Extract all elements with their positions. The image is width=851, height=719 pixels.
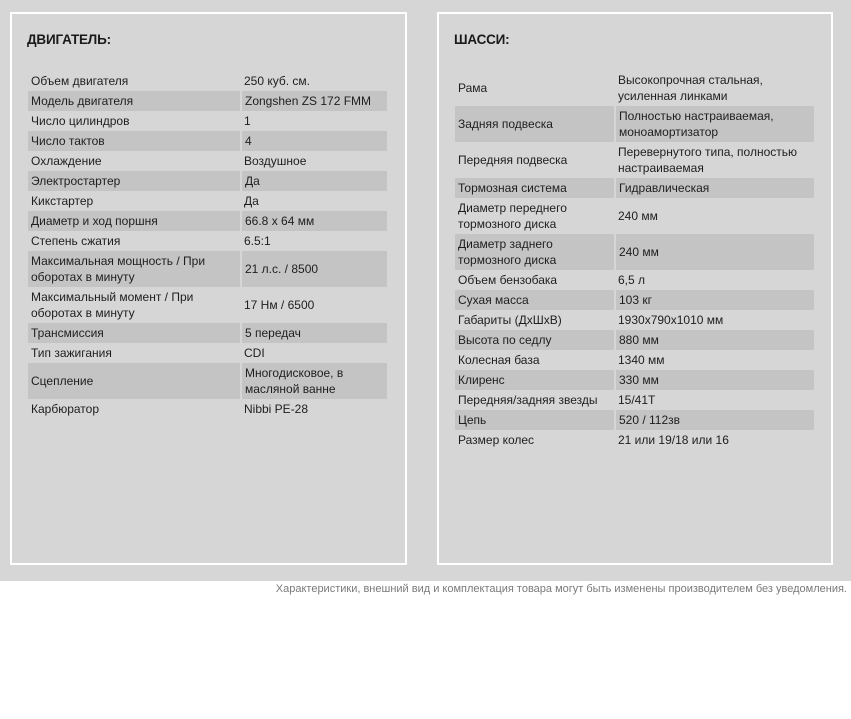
spec-row bbox=[28, 399, 387, 419]
spec-label: Диаметр заднего тормозного диска bbox=[455, 234, 615, 270]
spec-label: Диаметр и ход поршня bbox=[28, 211, 241, 231]
chassis-specs-body bbox=[455, 70, 814, 450]
spec-row bbox=[28, 91, 387, 111]
spec-value: 17 Нм / 6500 bbox=[244, 298, 315, 312]
spec-label: Максимальная мощность / При оборотах в минуту bbox=[28, 251, 241, 287]
spec-row bbox=[28, 131, 387, 151]
spec-row bbox=[28, 171, 387, 191]
chassis-section-title: ШАССИ: bbox=[454, 32, 510, 47]
engine-section-title: ДВИГАТЕЛЬ: bbox=[27, 32, 111, 47]
spec-label: Кикстартер bbox=[31, 194, 94, 208]
spec-row bbox=[455, 350, 814, 370]
spec-value: 240 мм bbox=[615, 234, 814, 270]
spec-row bbox=[28, 287, 387, 323]
spec-label: Размер колес bbox=[458, 433, 535, 447]
spec-value: 21 или 19/18 или 16 bbox=[618, 433, 729, 447]
spec-value: 21 л.с. / 8500 bbox=[241, 251, 387, 287]
spec-row bbox=[455, 290, 814, 310]
spec-row bbox=[28, 211, 387, 231]
spec-label: Цепь bbox=[455, 410, 615, 430]
spec-row bbox=[455, 370, 814, 390]
spec-row bbox=[28, 71, 387, 91]
spec-label: Сцепление bbox=[28, 363, 241, 399]
spec-value: 240 мм bbox=[618, 209, 658, 223]
spec-label: Передняя подвеска bbox=[458, 153, 568, 167]
spec-row bbox=[455, 330, 814, 350]
spec-label: Максимальный момент / При оборотах в минуту bbox=[31, 290, 194, 320]
spec-label: Передняя/задняя звезды bbox=[458, 393, 598, 407]
spec-row bbox=[28, 323, 387, 343]
chassis-specs-table bbox=[455, 70, 814, 450]
spec-value: Да bbox=[244, 194, 259, 208]
spec-value: 103 кг bbox=[615, 290, 814, 310]
spec-value: 6,5 л bbox=[618, 273, 646, 287]
spec-label: Охлаждение bbox=[31, 154, 102, 168]
spec-label: Колесная база bbox=[458, 353, 540, 367]
spec-row bbox=[28, 231, 387, 251]
spec-value: Полностью настраиваемая, моноамортизатор bbox=[615, 106, 814, 142]
spec-value: 4 bbox=[241, 131, 387, 151]
spec-value: Высокопрочная стальная, усиленная линками bbox=[618, 73, 763, 103]
spec-label: Рама bbox=[458, 81, 488, 95]
spec-label: Объем двигателя bbox=[31, 74, 129, 88]
spec-row bbox=[455, 430, 814, 450]
spec-row bbox=[455, 234, 814, 270]
spec-value: Многодисковое, в масляной ванне bbox=[241, 363, 387, 399]
spec-label: Трансмиссия bbox=[28, 323, 241, 343]
spec-value: 5 передач bbox=[241, 323, 387, 343]
spec-row bbox=[28, 191, 387, 211]
spec-label: Габариты (ДхШхВ) bbox=[458, 313, 562, 327]
engine-specs-table bbox=[28, 71, 387, 419]
spec-value: 15/41Т bbox=[618, 393, 656, 407]
spec-row bbox=[455, 410, 814, 430]
spec-row bbox=[455, 390, 814, 410]
spec-label: Модель двигателя bbox=[28, 91, 241, 111]
spec-row bbox=[28, 363, 387, 399]
disclaimer-note: Характеристики, внешний вид и комплектация товара могут быть изменены производителем без уведомления. bbox=[275, 583, 847, 595]
spec-row bbox=[455, 178, 814, 198]
spec-row bbox=[455, 142, 814, 178]
spec-value: Zongshen ZS 172 FMM bbox=[241, 91, 387, 111]
spec-value: 880 мм bbox=[615, 330, 814, 350]
spec-value: 330 мм bbox=[615, 370, 814, 390]
spec-value: 1 bbox=[244, 114, 251, 128]
spec-label: Клиренс bbox=[455, 370, 615, 390]
spec-value: Гидравлическая bbox=[615, 178, 814, 198]
spec-value: Nibbi PE-28 bbox=[244, 402, 309, 416]
engine-specs-panel bbox=[10, 12, 407, 565]
spec-label: Число тактов bbox=[28, 131, 241, 151]
spec-label: Карбюратор bbox=[31, 402, 100, 416]
spec-label: Степень сжатия bbox=[31, 234, 121, 248]
spec-value: 1930х790х1010 мм bbox=[618, 313, 724, 327]
spec-label: Сухая масса bbox=[455, 290, 615, 310]
spec-row bbox=[28, 343, 387, 363]
spec-value: CDI bbox=[244, 346, 265, 360]
spec-label: Тормозная система bbox=[455, 178, 615, 198]
spec-row bbox=[28, 251, 387, 287]
spec-label: Электростартер bbox=[28, 171, 241, 191]
spec-value: 66.8 х 64 мм bbox=[241, 211, 387, 231]
spec-label: Диаметр переднего тормозного диска bbox=[458, 201, 567, 231]
spec-value: Да bbox=[241, 171, 387, 191]
spec-label: Высота по седлу bbox=[455, 330, 615, 350]
spec-row bbox=[28, 151, 387, 171]
spec-row bbox=[455, 270, 814, 290]
spec-label: Задняя подвеска bbox=[455, 106, 615, 142]
spec-value: Воздушное bbox=[244, 154, 307, 168]
engine-specs-body bbox=[28, 71, 387, 419]
spec-row bbox=[455, 106, 814, 142]
spec-value: 520 / 112зв bbox=[615, 410, 814, 430]
spec-value: 6.5:1 bbox=[244, 234, 271, 248]
spec-row bbox=[455, 198, 814, 234]
spec-value: 250 куб. см. bbox=[244, 74, 310, 88]
spec-label: Тип зажигания bbox=[31, 346, 112, 360]
spec-row bbox=[455, 310, 814, 330]
spec-value: 1340 мм bbox=[618, 353, 665, 367]
spec-value: Перевернутого типа, полностью настраиваемая bbox=[618, 145, 798, 175]
spec-label: Число цилиндров bbox=[31, 114, 130, 128]
spec-row bbox=[28, 111, 387, 131]
chassis-specs-panel bbox=[437, 12, 833, 565]
spec-row bbox=[455, 70, 814, 106]
spec-label: Объем бензобака bbox=[458, 273, 558, 287]
